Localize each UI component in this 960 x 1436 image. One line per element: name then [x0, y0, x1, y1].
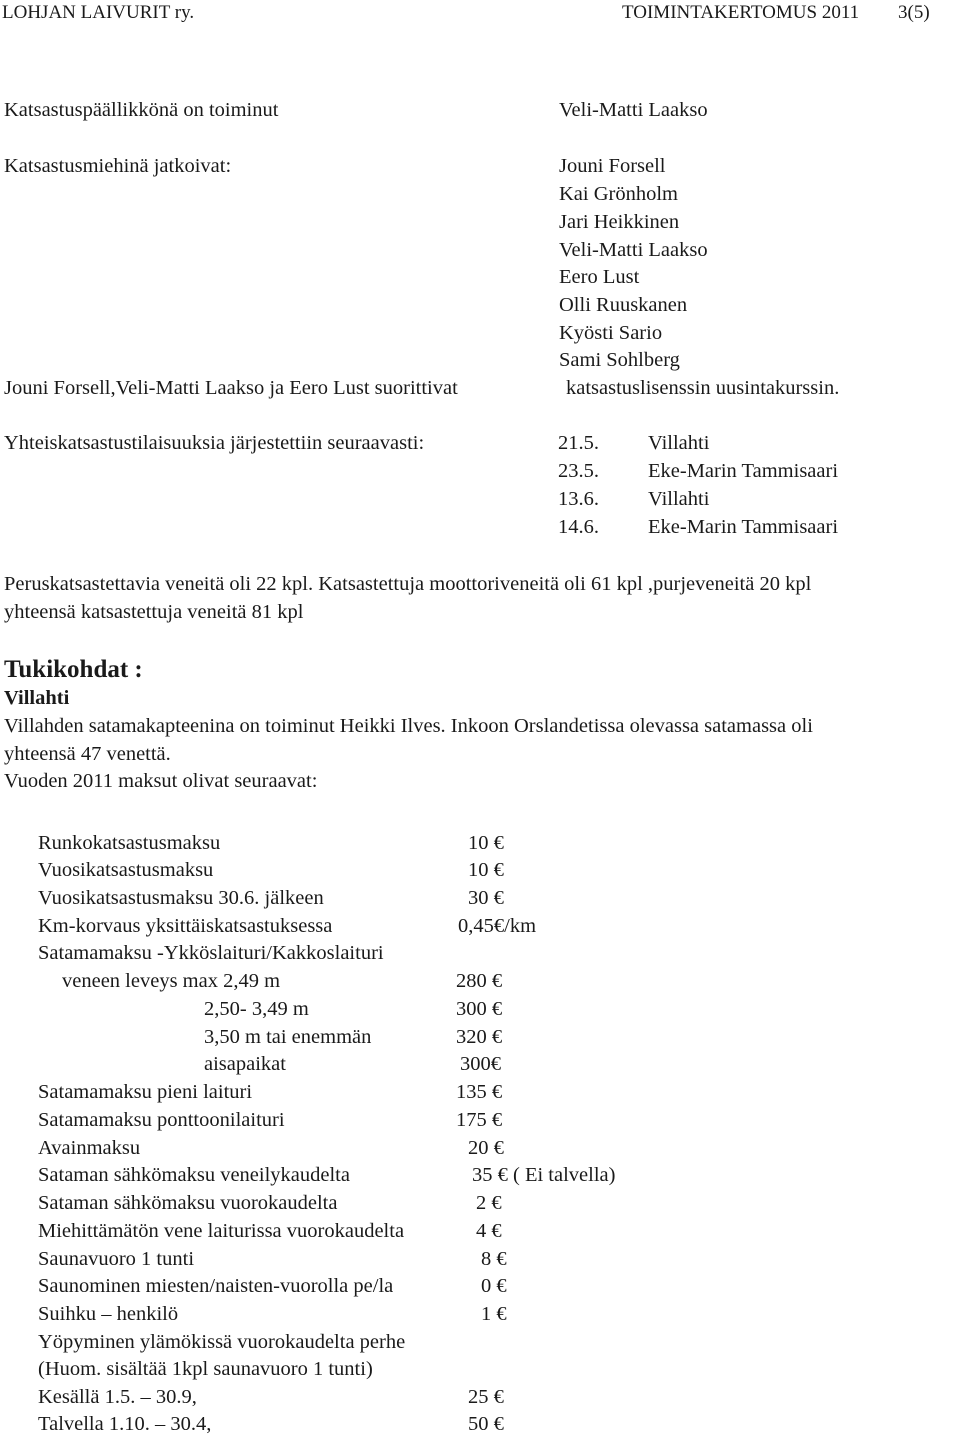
fee-value: 300 € — [456, 998, 503, 1020]
event-place: Villahti — [648, 488, 710, 510]
course-text: Jouni Forsell,Veli-Matti Laakso ja Eero Lust suorittivat — [4, 377, 458, 399]
fee-label: Vuosikatsastusmaksu 30.6. jälkeen — [38, 887, 324, 909]
chief-label: Katsastuspäällikkönä on toiminut — [4, 99, 279, 121]
fee-value: 1 € — [481, 1303, 507, 1325]
fee-value: 8 € — [481, 1248, 507, 1270]
event-date: 23.5. — [558, 460, 599, 482]
stats-line: yhteensä katsastettuja veneitä 81 kpl — [4, 601, 304, 623]
stats-line: Peruskatsastettavia veneitä oli 22 kpl. Katsastettuja moottoriveneitä oli 61 kpl ,purjeveneitä 20 kpl — [4, 573, 812, 595]
fee-label: Sataman sähkömaksu veneilykaudelta — [38, 1164, 350, 1186]
fee-label: Satamamaksu -Ykköslaituri/Kakkoslaituri — [38, 942, 384, 964]
fee-label: Sataman sähkömaksu vuorokaudelta — [38, 1192, 338, 1214]
inspectors-label: Katsastusmiehinä jatkoivat: — [4, 155, 232, 177]
event-place: Eke-Marin Tammisaari — [648, 460, 839, 482]
section-heading: Tukikohdat : — [4, 656, 143, 683]
fee-value: 50 € — [468, 1413, 504, 1435]
event-date: 13.6. — [558, 488, 599, 510]
fee-label: Saunavuoro 1 tunti — [38, 1248, 195, 1270]
fee-label: veneen leveys max 2,49 m — [62, 970, 281, 992]
inspector-name: Kyösti Sario — [559, 322, 663, 344]
fee-value: 280 € — [456, 970, 503, 992]
fee-value: 0,45€/km — [458, 915, 537, 937]
fee-value: 2 € — [476, 1192, 502, 1214]
bases-paragraph: yhteensä 47 venettä. — [4, 743, 171, 765]
fee-value: 300€ — [460, 1053, 501, 1075]
inspector-name: Jari Heikkinen — [559, 211, 680, 233]
fee-label: (Huom. sisältää 1kpl saunavuoro 1 tunti) — [38, 1358, 373, 1380]
fee-value: 25 € — [468, 1386, 504, 1408]
fee-label: Satamamaksu pieni laituri — [38, 1081, 253, 1103]
fee-value: 320 € — [456, 1026, 503, 1048]
event-place: Eke-Marin Tammisaari — [648, 516, 839, 538]
fee-value: 30 € — [468, 887, 504, 909]
fee-value: 175 € — [456, 1109, 503, 1131]
bases-paragraph: Villahden satamakapteenina on toiminut Heikki Ilves. Inkoon Orslandetissa olevassa satamassa oli — [4, 715, 813, 737]
inspector-name: Eero Lust — [559, 266, 640, 288]
fee-label: Yöpyminen ylämökissä vuorokaudelta perhe — [38, 1331, 406, 1353]
inspector-name: Sami Sohlberg — [559, 349, 680, 371]
fee-label: Satamamaksu ponttoonilaituri — [38, 1109, 285, 1131]
fee-value: 135 € — [456, 1081, 503, 1103]
section-subheading: Villahti — [4, 687, 70, 709]
fee-label: Avainmaksu — [38, 1137, 141, 1159]
fee-label: Suihku – henkilö — [38, 1303, 179, 1325]
fee-value: 20 € — [468, 1137, 504, 1159]
fee-value: 0 € — [481, 1275, 507, 1297]
header-page: 3(5) — [898, 2, 930, 23]
header-org: LOHJAN LAIVURIT ry. — [2, 2, 195, 23]
fee-value: 4 € — [476, 1220, 502, 1242]
events-label: Yhteiskatsastustilaisuuksia järjestettiin seuraavasti: — [4, 432, 425, 454]
fee-label: Runkokatsastusmaksu — [38, 832, 221, 854]
event-date: 14.6. — [558, 516, 599, 538]
fee-label: aisapaikat — [204, 1053, 286, 1075]
course-text-cont: katsastuslisenssin uusintakurssin. — [566, 377, 840, 399]
fee-value: 10 € — [468, 832, 504, 854]
fee-label: 3,50 m tai enemmän — [204, 1026, 372, 1048]
fee-label: 2,50- 3,49 m — [204, 998, 309, 1020]
inspector-name: Veli-Matti Laakso — [559, 239, 708, 261]
inspector-name: Olli Ruuskanen — [559, 294, 688, 316]
chief-name: Veli-Matti Laakso — [559, 99, 708, 121]
fee-value: 10 € — [468, 859, 504, 881]
fee-label: Km-korvaus yksittäiskatsastuksessa — [38, 915, 333, 937]
event-date: 21.5. — [558, 432, 599, 454]
inspector-name: Kai Grönholm — [559, 183, 678, 205]
fee-label: Kesällä 1.5. – 30.9, — [38, 1386, 197, 1408]
fee-label: Vuosikatsastusmaksu — [38, 859, 214, 881]
fee-label: Miehittämätön vene laiturissa vuorokaudelta — [38, 1220, 405, 1242]
inspector-name: Jouni Forsell — [559, 155, 666, 177]
event-place: Villahti — [648, 432, 710, 454]
header-title: TOIMINTAKERTOMUS 2011 — [622, 2, 860, 23]
fees-intro: Vuoden 2011 maksut olivat seuraavat: — [4, 770, 318, 792]
fee-value: 35 € ( Ei talvella) — [472, 1164, 616, 1186]
fee-label: Saunominen miesten/naisten-vuorolla pe/la — [38, 1275, 394, 1297]
fee-label: Talvella 1.10. – 30.4, — [38, 1413, 212, 1435]
